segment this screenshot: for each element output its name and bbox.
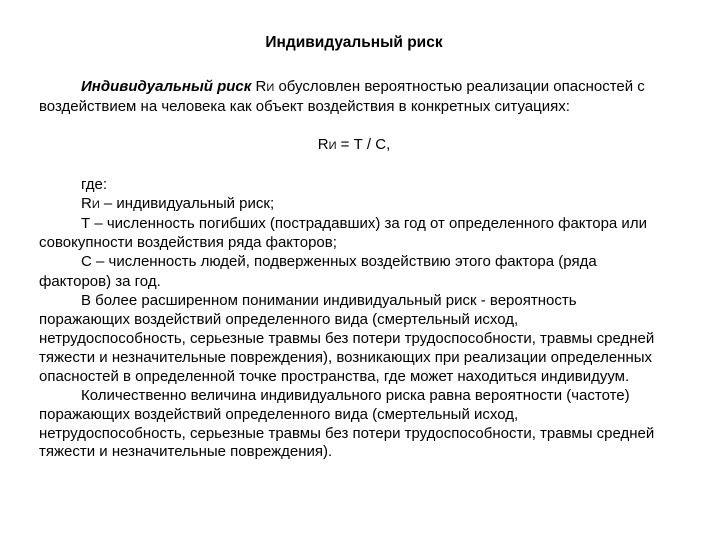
intro-term: Индивидуальный риск <box>81 78 252 95</box>
intro-symbol-subscript: И <box>266 82 275 94</box>
body-paragraph: Количественно величина индивидуального риска равна вероятности (частоте) поражающих воздействий определенного вида (смертельный исход, нетрудоспособность, серьезные травмы без потери трудоспособности, травмы средней тяжести и незначительные повреждения). <box>39 386 655 461</box>
definition-text: – численность людей, подверженных воздействию этого фактора (ряда факторов) за год. <box>39 253 597 291</box>
definition-text: – индивидуальный риск; <box>99 194 275 212</box>
definition-symbol: С <box>81 253 92 271</box>
formula-lhs: R <box>317 135 329 153</box>
definition-subscript: И <box>91 198 100 211</box>
definition-symbol: Т <box>81 214 91 232</box>
document-page <box>39 34 669 462</box>
page-title: Индивидуальный риск <box>265 34 443 51</box>
definition-item <box>39 215 669 254</box>
formula-lhs-subscript: И <box>328 139 337 152</box>
definition-text: – численность погибших (пострадавших) за год от определенного фактора или совокупности воздействия ряда факторов; <box>39 214 647 252</box>
where-label: где: <box>81 175 108 193</box>
intro-text: обусловлен вероятностью реализации опасностей с воздействием на человека как объект воздействия в конкретных ситуациях: <box>39 78 645 115</box>
definition-item <box>39 253 669 292</box>
definition-item <box>39 195 669 215</box>
intro-symbol: R <box>255 78 267 95</box>
formula-rhs: = Т / С, <box>336 135 391 153</box>
definition-symbol: R <box>81 194 92 212</box>
intro-paragraph <box>39 78 669 117</box>
body-paragraph: В более расширенном понимании индивидуальный риск - вероятность поражающих воздействий определенного вида (смертельный исход, нетрудоспособность, серьезные травмы без потери трудоспособности, травмы средней тяжести и незначительные повреждения), возникающих при реализации определенных опасностей в определенной точке пространства, где может находиться индивидуум. <box>39 292 655 385</box>
formula <box>39 136 669 156</box>
